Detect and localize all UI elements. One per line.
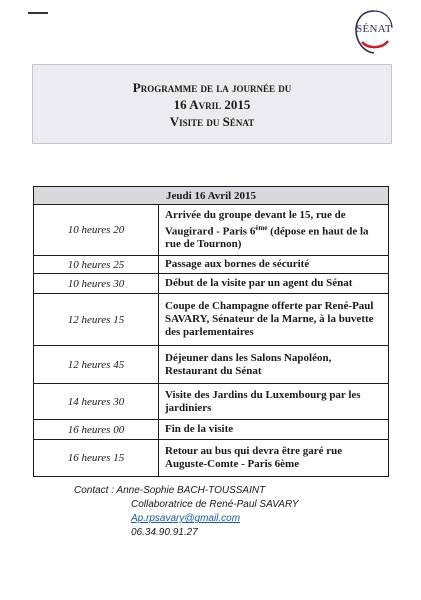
scan-mark xyxy=(28,12,48,14)
table-row xyxy=(34,205,389,256)
row-description: Début de la visite par un agent du Sénat xyxy=(159,274,389,294)
row-description: Visite des Jardins du Luxembourg par les jardiniers xyxy=(159,384,389,420)
row-time: 10 heures 20 xyxy=(34,205,159,256)
contact-block xyxy=(74,484,299,540)
schedule-table xyxy=(33,186,389,477)
row-time: 12 heures 15 xyxy=(34,294,159,346)
table-header-row xyxy=(34,187,389,205)
contact-role: Collaboratrice de René-Paul SAVARY xyxy=(131,499,299,510)
title-line-1: Programme de la journée du xyxy=(132,80,292,95)
contact-name: Contact : Anne-Sophie BACH-TOUSSAINT xyxy=(74,485,266,496)
table-row xyxy=(34,256,389,274)
title-line-2: 16 Avril 2015 xyxy=(173,97,251,112)
table-row xyxy=(34,274,389,294)
logo-text: SÉNAT xyxy=(356,23,392,35)
row-desc-part: (dépose en haut de la rue de Tournon) xyxy=(165,225,369,251)
row-time: 10 heures 30 xyxy=(34,274,159,294)
contact-phone: 06.34.90.91.27 xyxy=(131,527,198,538)
table-row xyxy=(34,294,389,346)
row-time: 14 heures 30 xyxy=(34,384,159,420)
table-row xyxy=(34,384,389,420)
row-description: Déjeuner dans les Salons Napoléon, Restaurant du Sénat xyxy=(159,346,389,384)
contact-email-link[interactable]: Ap.rpsavary@gmail.com xyxy=(131,513,241,524)
row-description: Retour au bus qui devra être garé rue Auguste-Comte - Paris 6ème xyxy=(159,440,389,477)
row-description: Coupe de Champagne offerte par René-Paul SAVARY, Sénateur de la Marne, à la buvette des parlementaires xyxy=(159,294,389,346)
row-time: 16 heures 00 xyxy=(34,420,159,440)
row-desc-sup: ème xyxy=(255,223,268,232)
row-description: Passage aux bornes de sécurité xyxy=(159,256,389,274)
senat-logo xyxy=(352,8,396,56)
row-time: 12 heures 45 xyxy=(34,346,159,384)
row-description: Fin de la visite xyxy=(159,420,389,440)
title-box xyxy=(32,64,392,144)
row-description xyxy=(159,205,389,256)
table-row xyxy=(34,420,389,440)
table-row xyxy=(34,346,389,384)
row-time: 16 heures 15 xyxy=(34,440,159,477)
table-header: Jeudi 16 Avril 2015 xyxy=(34,187,389,205)
row-desc-part: Arrivée du groupe devant le 15, rue de Vaugirard - Paris 6 xyxy=(165,208,346,238)
title-line-3: Visite du Sénat xyxy=(169,114,255,129)
table-row xyxy=(34,440,389,477)
row-time: 10 heures 25 xyxy=(34,256,159,274)
